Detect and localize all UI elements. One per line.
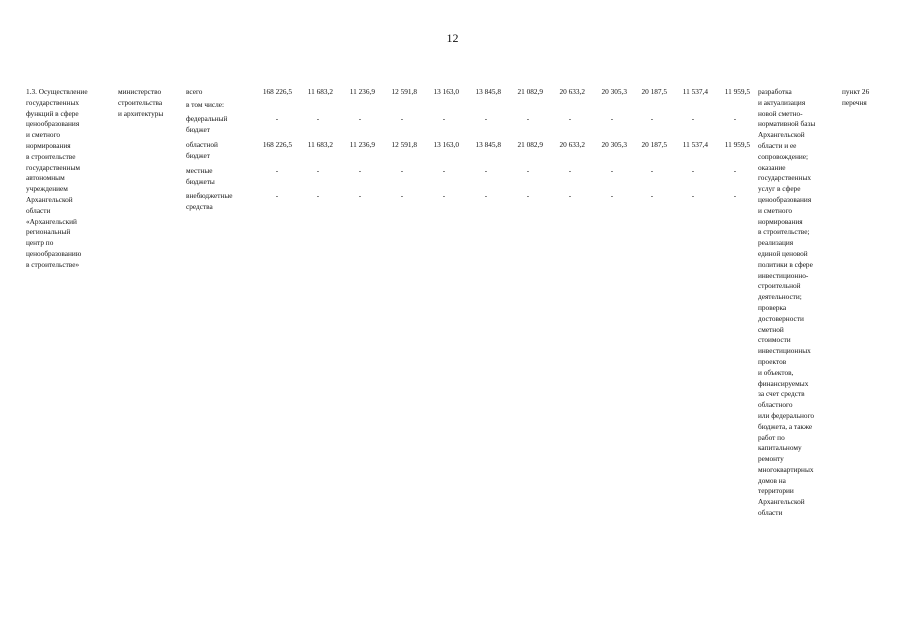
local-value: - <box>733 166 737 175</box>
total-value: 13 845,8 <box>475 87 501 96</box>
extrabudget-value: - <box>650 191 654 200</box>
source-including: в том числе: <box>186 100 225 109</box>
extrabudget-value: - <box>568 191 572 200</box>
total-value: 20 305,3 <box>601 87 627 96</box>
regional-value: 13 845,8 <box>475 140 501 149</box>
extrabudget-value: - <box>484 191 488 200</box>
regional-value: 11 959,5 <box>724 140 750 149</box>
local-value: - <box>358 166 362 175</box>
total-value: 11 683,2 <box>307 87 333 96</box>
regional-value: 20 187,5 <box>641 140 667 149</box>
federal-value: - <box>275 114 279 123</box>
federal-value: - <box>733 114 737 123</box>
local-value: - <box>275 166 279 175</box>
regional-value: 20 633,2 <box>559 140 585 149</box>
local-value: - <box>484 166 488 175</box>
source-total: всего <box>186 87 203 96</box>
local-value: - <box>316 166 320 175</box>
source-extrabudget: внебюджетные средства <box>186 191 233 211</box>
federal-value: - <box>484 114 488 123</box>
extrabudget-value: - <box>691 191 695 200</box>
local-value: - <box>442 166 446 175</box>
total-value: 13 163,0 <box>433 87 459 96</box>
local-value: - <box>610 166 614 175</box>
federal-value: - <box>650 114 654 123</box>
federal-value: - <box>400 114 404 123</box>
extrabudget-value: - <box>442 191 446 200</box>
local-value: - <box>400 166 404 175</box>
extrabudget-value: - <box>526 191 530 200</box>
extrabudget-value: - <box>316 191 320 200</box>
regional-value: 12 591,8 <box>391 140 417 149</box>
total-value: 168 226,5 <box>262 87 292 96</box>
federal-value: - <box>526 114 530 123</box>
regional-value: 21 082,9 <box>517 140 543 149</box>
regional-value: 168 226,5 <box>262 140 292 149</box>
total-value: 11 959,5 <box>724 87 750 96</box>
federal-value: - <box>610 114 614 123</box>
regional-value: 11 537,4 <box>682 140 708 149</box>
local-value: - <box>568 166 572 175</box>
regional-value: 11 236,9 <box>349 140 375 149</box>
regional-value: 13 163,0 <box>433 140 459 149</box>
extrabudget-value: - <box>275 191 279 200</box>
total-value: 20 633,2 <box>559 87 585 96</box>
total-value: 11 236,9 <box>349 87 375 96</box>
regional-value: 20 305,3 <box>601 140 627 149</box>
federal-value: - <box>568 114 572 123</box>
extrabudget-value: - <box>400 191 404 200</box>
total-value: 21 082,9 <box>517 87 543 96</box>
local-value: - <box>526 166 530 175</box>
total-value: 11 537,4 <box>682 87 708 96</box>
list-reference: пункт 26 перечня <box>842 87 870 107</box>
total-value: 20 187,5 <box>641 87 667 96</box>
source-regional: областной бюджет <box>186 140 218 160</box>
local-value: - <box>650 166 654 175</box>
source-local: местные бюджеты <box>186 166 215 186</box>
source-federal: федеральный бюджет <box>186 114 228 134</box>
expected-result: разработка и актуализация новой сметно- нормативной базы Архангельской области и ее сопровождение; оказание государственных услуг в сфере ценообразования и сметного нормирования в строительстве; реализация единой ценовой политики в сфере инвестиционно- строительной деятельности; проверка достоверности сметной стоимости инвестиционных проектов и объектов, финансируемых за счет средств областного или федерального бюджета, а также работ по капитальному ремонту многоквартирных домов на территории Архангельской области <box>758 87 816 518</box>
local-value: - <box>691 166 695 175</box>
total-value: 12 591,8 <box>391 87 417 96</box>
extrabudget-value: - <box>358 191 362 200</box>
federal-value: - <box>358 114 362 123</box>
item-description: 1.3. Осуществление государственных функций в сфере ценообразования и сметного нормирования в строительстве государственным автономным учреждением Архангельской области «Архангельский региональный центр по ценообразованию в строительстве» <box>26 87 88 269</box>
page-number: 12 <box>446 31 459 45</box>
federal-value: - <box>442 114 446 123</box>
extrabudget-value: - <box>610 191 614 200</box>
federal-value: - <box>691 114 695 123</box>
extrabudget-value: - <box>733 191 737 200</box>
regional-value: 11 683,2 <box>307 140 333 149</box>
federal-value: - <box>316 114 320 123</box>
executor: министерство строительства и архитектуры <box>118 87 164 118</box>
